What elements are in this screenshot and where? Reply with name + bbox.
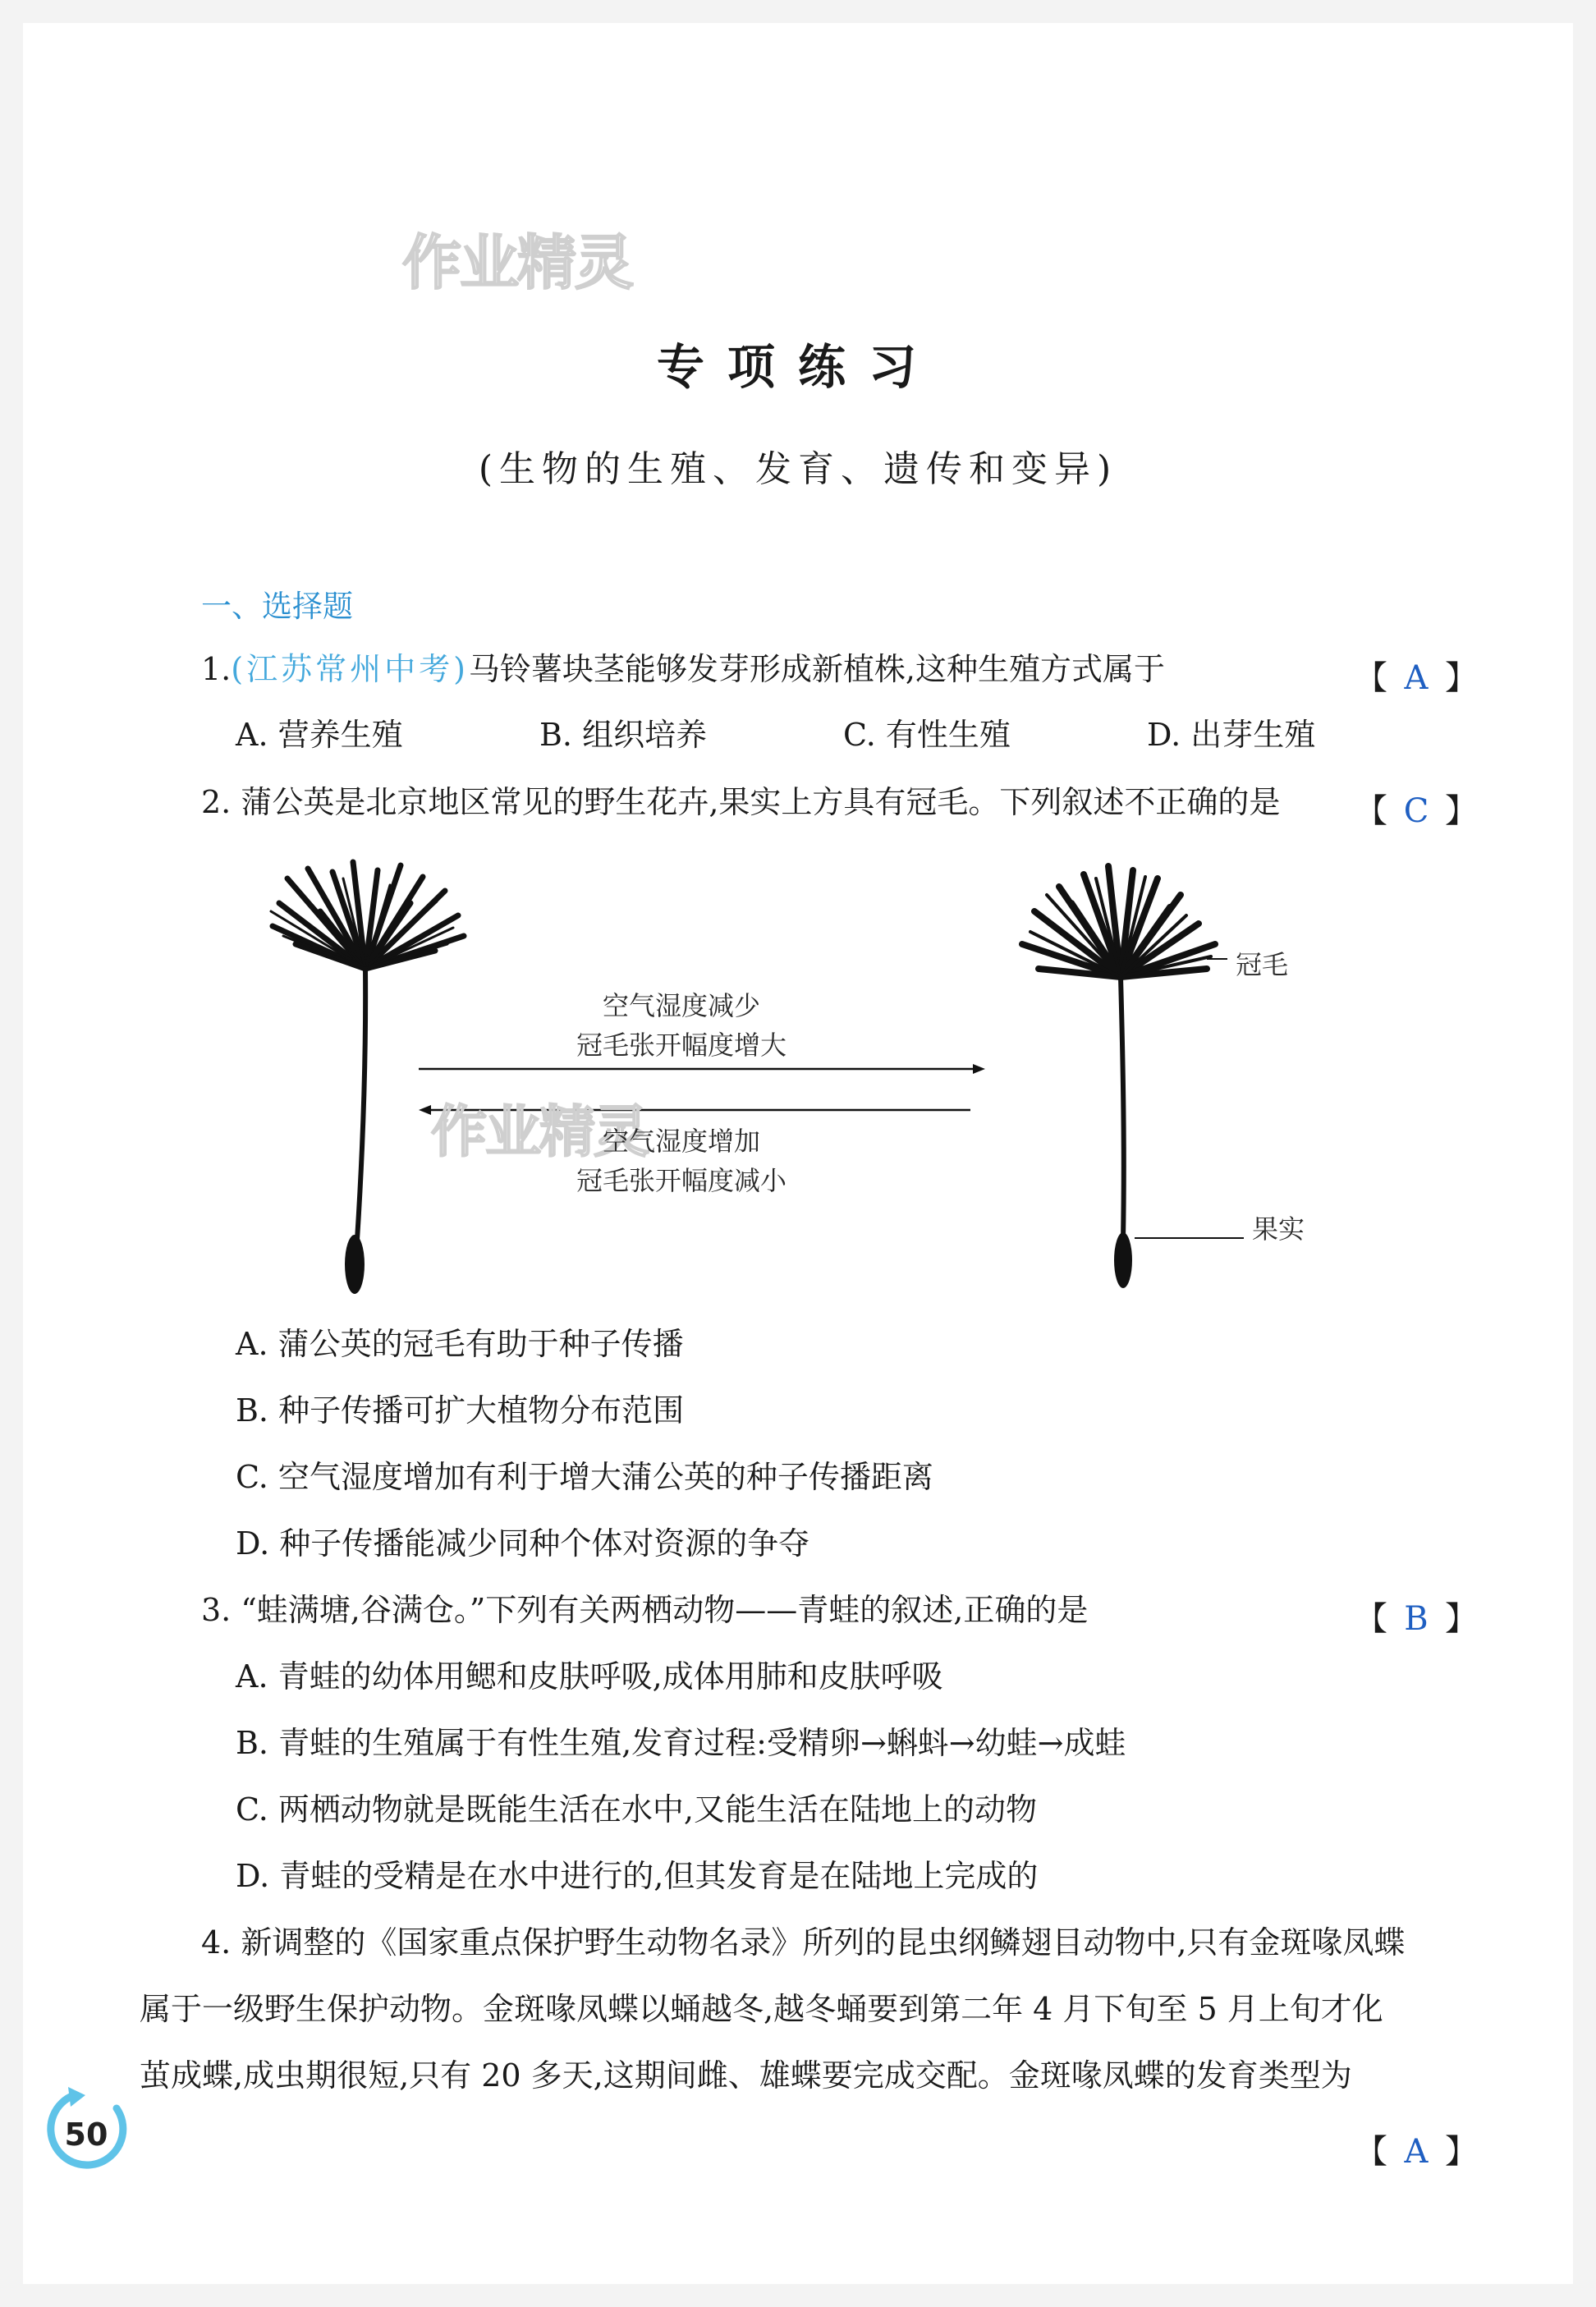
- fruit-label: 果实: [1252, 1213, 1305, 1245]
- question-4-line-1: 4. 新调整的《国家重点保护野生动物名录》所列的昆虫纲鳞翅目动物中,只有金斑喙凤蝶: [201, 1924, 1406, 1961]
- arrow-right-head: [973, 1064, 985, 1074]
- arrow-left-head: [419, 1105, 431, 1115]
- arrow-left-label-1: 空气湿度增加: [602, 1126, 760, 1157]
- q1-option-d: D. 出芽生殖: [1147, 717, 1316, 753]
- answer-2: C: [1403, 792, 1429, 830]
- section-heading: 一、选择题: [201, 589, 353, 624]
- question-2-text: 2. 蒲公英是北京地区常见的野生花卉,果实上方具有冠毛。下列叙述不正确的是: [201, 784, 1281, 820]
- dandelion-figure: [263, 854, 1363, 1297]
- q1-option-b: B. 组织培养: [539, 717, 708, 753]
- q3-option-d: D. 青蛙的受精是在水中进行的,但其发育是在陆地上完成的: [236, 1858, 1039, 1894]
- arrow-right-label-1: 空气湿度减少: [602, 990, 760, 1021]
- q2-option-a: A. 蒲公英的冠毛有助于种子传播: [236, 1326, 684, 1362]
- arrow-right-label-2: 冠毛张开幅度增大: [576, 1030, 787, 1061]
- left-seed-fruit: [345, 1235, 365, 1294]
- watermark-top: 作业精灵: [402, 228, 633, 297]
- answer-1: A: [1404, 659, 1429, 697]
- page-number: 50: [64, 2117, 108, 2153]
- answer-box-1: 【 A 】: [1355, 659, 1478, 697]
- question-1-source: (江苏常州中考): [231, 651, 469, 687]
- pappus-label: 冠毛: [1236, 949, 1289, 980]
- answer-box-2: 【 C 】: [1355, 792, 1478, 830]
- q3-option-a: A. 青蛙的幼体用鳃和皮肤呼吸,成体用肺和皮肤呼吸: [236, 1658, 943, 1695]
- q1-option-c: C. 有性生殖: [843, 717, 1011, 753]
- question-4-line-2: 属于一级野生保护动物。金斑喙凤蝶以蛹越冬,越冬蛹要到第二年 4 月下旬至 5 月上旬才化: [140, 1991, 1383, 2027]
- answer-box-4: 【 A 】: [1355, 2133, 1478, 2171]
- q1-option-a: A. 营养生殖: [236, 717, 403, 753]
- page-title: 专项练习: [656, 339, 939, 395]
- question-1: [201, 651, 1166, 687]
- watermark-figure: 作业精灵: [431, 1100, 649, 1165]
- q2-option-b: B. 种子传播可扩大植物分布范围: [236, 1392, 685, 1429]
- question-1-text: 马铃薯块茎能够发芽形成新植株,这种生殖方式属于: [468, 651, 1166, 687]
- right-dandelion-seed: [1022, 866, 1215, 1240]
- question-1-number: 1.: [201, 651, 232, 687]
- question-4-line-3: 茧成蝶,成虫期很短,只有 20 多天,这期间雌、雄蝶要完成交配。金斑喙凤蝶的发育类型为: [140, 2057, 1352, 2094]
- answer-4: A: [1404, 2133, 1429, 2171]
- q2-option-c: C. 空气湿度增加有利于增大蒲公英的种子传播距离: [236, 1459, 933, 1495]
- answer-3: B: [1404, 1600, 1429, 1638]
- question-3-text: 3. “蛙满塘,谷满仓。”下列有关两栖动物——青蛙的叙述,正确的是: [201, 1592, 1089, 1628]
- left-dandelion-seed: [271, 862, 464, 1240]
- arrow-left-label-2: 冠毛张开幅度减小: [576, 1165, 787, 1196]
- right-seed-fruit: [1114, 1232, 1132, 1288]
- q2-option-d: D. 种子传播能减少同种个体对资源的争夺: [236, 1525, 810, 1562]
- q3-option-b: B. 青蛙的生殖属于有性生殖,发育过程:受精卵→蝌蚪→幼蛙→成蛙: [236, 1725, 1126, 1761]
- page-subtitle: (生物的生殖、发育、遗传和变异): [478, 448, 1118, 490]
- q3-option-c: C. 两栖动物就是既能生活在水中,又能生活在陆地上的动物: [236, 1791, 1037, 1828]
- answer-box-3: 【 B 】: [1355, 1600, 1478, 1638]
